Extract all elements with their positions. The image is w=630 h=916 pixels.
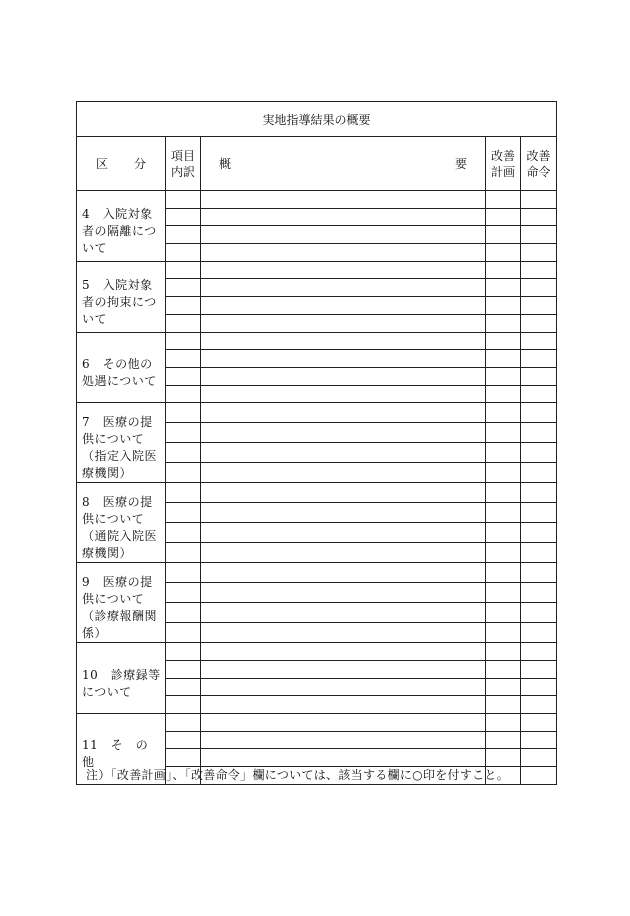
category-cell xyxy=(77,403,166,483)
summary-cell[interactable] xyxy=(201,523,486,543)
category-label: 11 そ の 他 xyxy=(82,738,161,770)
summary-cell[interactable] xyxy=(201,385,486,403)
improve-order-cell[interactable] xyxy=(521,423,557,443)
summary-cell[interactable] xyxy=(201,297,486,315)
improve-plan-cell[interactable] xyxy=(486,660,521,678)
header-category xyxy=(77,137,166,191)
summary-cell[interactable] xyxy=(201,603,486,623)
improve-order-cell[interactable] xyxy=(521,696,557,714)
item-breakdown-cell[interactable] xyxy=(166,503,201,523)
category-cell xyxy=(77,332,166,403)
improve-plan-cell[interactable] xyxy=(486,603,521,623)
table-row xyxy=(77,643,557,661)
improve-plan-cell[interactable] xyxy=(486,731,521,749)
summary-cell[interactable] xyxy=(201,332,486,350)
improve-plan-cell[interactable] xyxy=(486,503,521,523)
item-breakdown-cell[interactable] xyxy=(166,314,201,332)
item-breakdown-cell[interactable] xyxy=(166,403,201,423)
improve-order-cell[interactable] xyxy=(521,603,557,623)
improve-plan-cell[interactable] xyxy=(486,403,521,423)
improve-order-cell[interactable] xyxy=(521,503,557,523)
item-breakdown-cell[interactable] xyxy=(166,483,201,503)
improve-order-cell[interactable] xyxy=(521,350,557,368)
summary-cell[interactable] xyxy=(201,583,486,603)
improve-plan-cell[interactable] xyxy=(486,714,521,732)
footnote: 注）「改善計画」、「改善命令」欄については、該当する欄に○印を付すこと。 xyxy=(86,768,510,782)
improve-order-cell[interactable] xyxy=(521,623,557,643)
improve-plan-cell[interactable] xyxy=(486,623,521,643)
summary-cell[interactable] xyxy=(201,503,486,523)
improve-order-cell[interactable] xyxy=(521,191,557,209)
header-summary xyxy=(201,137,486,191)
item-breakdown-cell[interactable] xyxy=(166,678,201,696)
table-row xyxy=(77,483,557,503)
summary-cell[interactable] xyxy=(201,423,486,443)
header-category-char-2: 分 xyxy=(134,157,147,171)
category-label: 10 診療録等について xyxy=(82,667,161,699)
category-label: 4 入院対象者の隔離について xyxy=(82,206,157,255)
item-breakdown-cell[interactable] xyxy=(166,350,201,368)
item-breakdown-cell[interactable] xyxy=(166,623,201,643)
summary-cell[interactable] xyxy=(201,367,486,385)
summary-cell[interactable] xyxy=(201,208,486,226)
improve-plan-cell[interactable] xyxy=(486,191,521,209)
improve-plan-cell[interactable] xyxy=(486,523,521,543)
summary-cell[interactable] xyxy=(201,731,486,749)
summary-cell[interactable] xyxy=(201,543,486,563)
item-breakdown-cell[interactable] xyxy=(166,332,201,350)
summary-cell[interactable] xyxy=(201,261,486,279)
item-breakdown-cell[interactable] xyxy=(166,543,201,563)
table-row xyxy=(77,261,557,279)
summary-cell[interactable] xyxy=(201,279,486,297)
improve-plan-cell[interactable] xyxy=(486,279,521,297)
improve-plan-cell[interactable] xyxy=(486,443,521,463)
table-row xyxy=(77,403,557,423)
header-summary-left: 概 xyxy=(219,157,232,171)
summary-cell[interactable] xyxy=(201,226,486,244)
improve-plan-cell[interactable] xyxy=(486,543,521,563)
category-label: 8 医療の提供について（通院入院医療機関） xyxy=(82,495,158,561)
header-improve-order-label: 改善 命令 xyxy=(526,148,551,179)
improve-order-cell[interactable] xyxy=(521,244,557,262)
improve-order-cell[interactable] xyxy=(521,749,557,767)
improve-order-cell[interactable] xyxy=(521,643,557,661)
summary-cell[interactable] xyxy=(201,643,486,661)
summary-cell[interactable] xyxy=(201,714,486,732)
category-label: 5 入院対象者の拘束について xyxy=(82,277,157,326)
improve-order-cell[interactable] xyxy=(521,678,557,696)
form-title: 実地指導結果の概要 xyxy=(77,102,557,137)
improve-plan-cell[interactable] xyxy=(486,208,521,226)
improve-plan-cell[interactable] xyxy=(486,463,521,483)
improve-order-cell[interactable] xyxy=(521,297,557,315)
summary-cell[interactable] xyxy=(201,463,486,483)
header-improve-plan xyxy=(486,137,521,191)
improve-order-cell[interactable] xyxy=(521,385,557,403)
summary-cell[interactable] xyxy=(201,483,486,503)
improve-plan-cell[interactable] xyxy=(486,226,521,244)
improve-order-cell[interactable] xyxy=(521,463,557,483)
improve-plan-cell[interactable] xyxy=(486,583,521,603)
item-breakdown-cell[interactable] xyxy=(166,261,201,279)
improve-plan-cell[interactable] xyxy=(486,367,521,385)
category-cell xyxy=(77,261,166,332)
summary-cell[interactable] xyxy=(201,403,486,423)
summary-cell[interactable] xyxy=(201,350,486,368)
category-label: 7 医療の提供について（指定入院医療機関） xyxy=(82,415,158,481)
improve-order-cell[interactable] xyxy=(521,483,557,503)
improve-order-cell[interactable] xyxy=(521,443,557,463)
improve-plan-cell[interactable] xyxy=(486,483,521,503)
item-breakdown-cell[interactable] xyxy=(166,731,201,749)
item-breakdown-cell[interactable] xyxy=(166,297,201,315)
summary-cell[interactable] xyxy=(201,563,486,583)
improve-order-cell[interactable] xyxy=(521,314,557,332)
table-row xyxy=(77,714,557,732)
item-breakdown-cell[interactable] xyxy=(166,643,201,661)
improve-order-cell[interactable] xyxy=(521,367,557,385)
improve-plan-cell[interactable] xyxy=(486,678,521,696)
item-breakdown-cell[interactable] xyxy=(166,443,201,463)
improve-plan-cell[interactable] xyxy=(486,385,521,403)
improve-order-cell[interactable] xyxy=(521,583,557,603)
improve-order-cell[interactable] xyxy=(521,226,557,244)
item-breakdown-cell[interactable] xyxy=(166,696,201,714)
improve-order-cell[interactable] xyxy=(521,208,557,226)
table-row xyxy=(77,332,557,350)
item-breakdown-cell[interactable] xyxy=(166,463,201,483)
improve-order-cell[interactable] xyxy=(521,332,557,350)
header-item-breakdown xyxy=(166,137,201,191)
summary-cell[interactable] xyxy=(201,678,486,696)
improve-order-cell[interactable] xyxy=(521,731,557,749)
improve-plan-cell[interactable] xyxy=(486,423,521,443)
category-cell xyxy=(77,643,166,714)
item-breakdown-cell[interactable] xyxy=(166,423,201,443)
improve-plan-cell[interactable] xyxy=(486,332,521,350)
summary-cell[interactable] xyxy=(201,244,486,262)
summary-cell[interactable] xyxy=(201,623,486,643)
category-cell xyxy=(77,191,166,262)
improve-order-cell[interactable] xyxy=(521,714,557,732)
item-breakdown-cell[interactable] xyxy=(166,208,201,226)
improve-plan-cell[interactable] xyxy=(486,261,521,279)
improve-order-cell[interactable] xyxy=(521,767,557,785)
improve-plan-cell[interactable] xyxy=(486,696,521,714)
item-breakdown-cell[interactable] xyxy=(166,603,201,623)
improve-order-cell[interactable] xyxy=(521,279,557,297)
category-label: 9 医療の提供について（診療報酬関係） xyxy=(82,575,158,641)
item-breakdown-cell[interactable] xyxy=(166,583,201,603)
summary-cell[interactable] xyxy=(201,314,486,332)
category-label: 6 その他の処遇について xyxy=(82,356,157,388)
summary-cell[interactable] xyxy=(201,443,486,463)
improve-plan-cell[interactable] xyxy=(486,350,521,368)
improve-order-cell[interactable] xyxy=(521,261,557,279)
item-breakdown-cell[interactable] xyxy=(166,385,201,403)
improve-order-cell[interactable] xyxy=(521,660,557,678)
item-breakdown-cell[interactable] xyxy=(166,279,201,297)
improve-plan-cell[interactable] xyxy=(486,749,521,767)
item-breakdown-cell[interactable] xyxy=(166,226,201,244)
item-breakdown-cell[interactable] xyxy=(166,714,201,732)
table-row xyxy=(77,191,557,209)
summary-cell[interactable] xyxy=(201,660,486,678)
improve-plan-cell[interactable] xyxy=(486,297,521,315)
summary-cell[interactable] xyxy=(201,696,486,714)
improve-order-cell[interactable] xyxy=(521,563,557,583)
header-improve-plan-label: 改善 計画 xyxy=(490,148,515,179)
item-breakdown-cell[interactable] xyxy=(166,563,201,583)
header-summary-right: 要 xyxy=(454,157,467,171)
improve-plan-cell[interactable] xyxy=(486,563,521,583)
item-breakdown-cell[interactable] xyxy=(166,749,201,767)
item-breakdown-cell[interactable] xyxy=(166,244,201,262)
category-cell xyxy=(77,563,166,643)
category-cell xyxy=(77,483,166,563)
inspection-summary-form xyxy=(76,101,557,785)
summary-cell[interactable] xyxy=(201,191,486,209)
item-breakdown-cell[interactable] xyxy=(166,523,201,543)
summary-table xyxy=(76,101,557,785)
summary-cell[interactable] xyxy=(201,749,486,767)
item-breakdown-cell[interactable] xyxy=(166,191,201,209)
improve-plan-cell[interactable] xyxy=(486,244,521,262)
improve-order-cell[interactable] xyxy=(521,403,557,423)
header-item-breakdown-label: 項目 内訳 xyxy=(170,148,195,179)
item-breakdown-cell[interactable] xyxy=(166,367,201,385)
improve-order-cell[interactable] xyxy=(521,523,557,543)
item-breakdown-cell[interactable] xyxy=(166,660,201,678)
table-row xyxy=(77,563,557,583)
header-category-char-1: 区 xyxy=(95,157,108,171)
improve-plan-cell[interactable] xyxy=(486,314,521,332)
improve-plan-cell[interactable] xyxy=(486,643,521,661)
header-improve-order xyxy=(521,137,557,191)
improve-order-cell[interactable] xyxy=(521,543,557,563)
